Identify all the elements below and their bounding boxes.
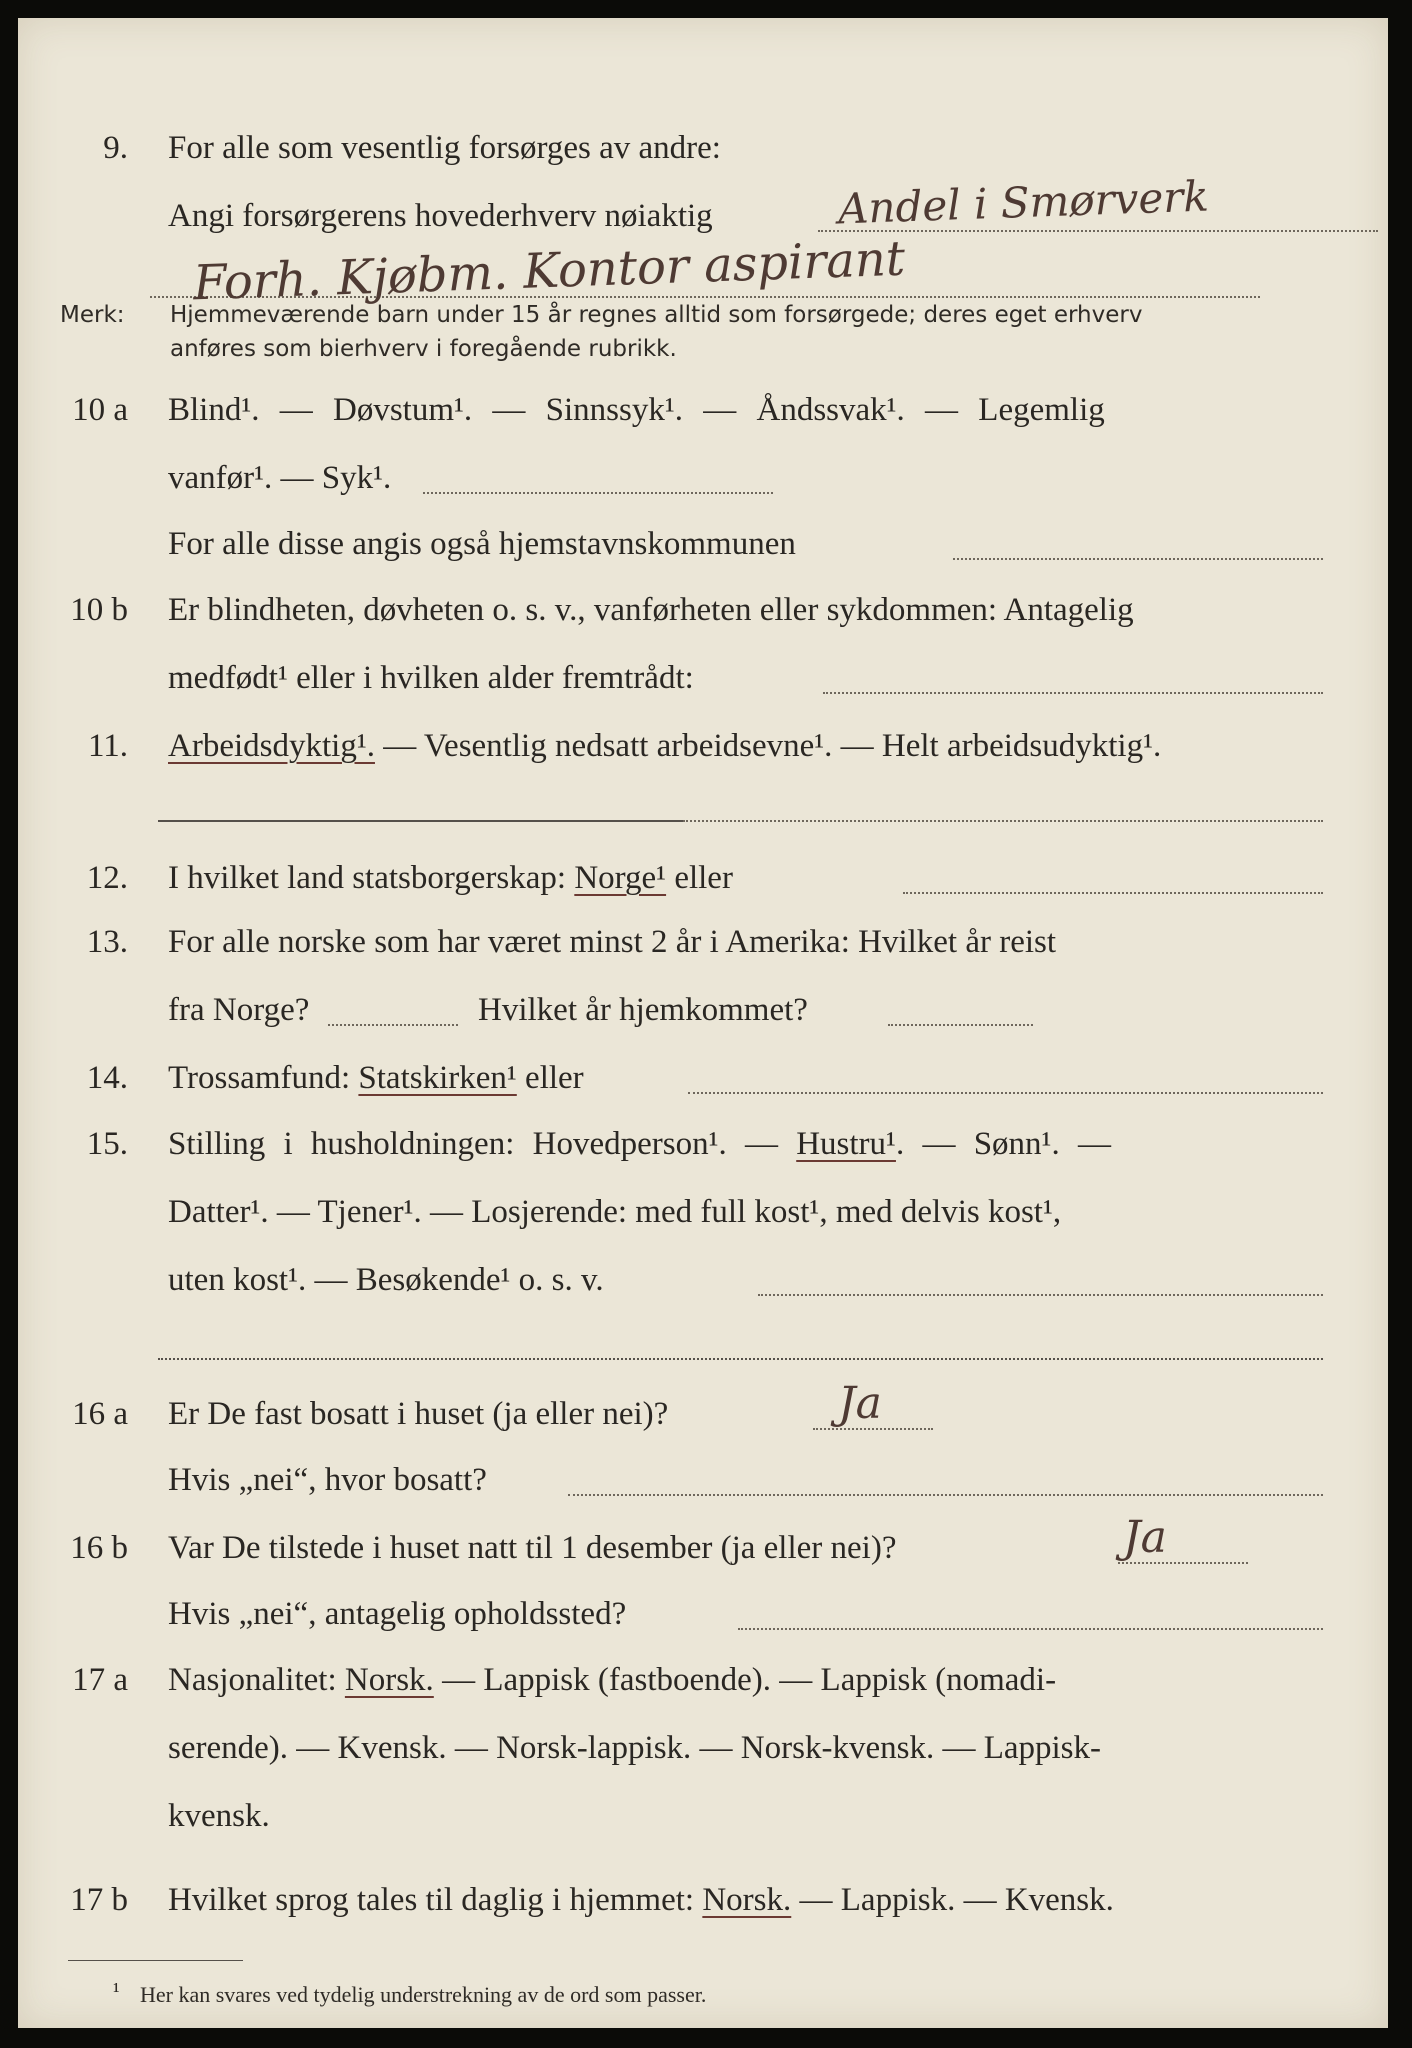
item-number: 10 a bbox=[72, 392, 128, 428]
item-text bbox=[168, 1882, 1114, 1919]
answer-line[interactable] bbox=[903, 892, 1323, 894]
item-number: 9. bbox=[103, 130, 128, 166]
underlined-answer: Norsk. bbox=[702, 1882, 792, 1918]
note-label: Merk: bbox=[60, 302, 125, 328]
item-number: 12. bbox=[86, 860, 128, 896]
item-text-part: . — Sønn¹. — bbox=[895, 1126, 1111, 1162]
item-number: 13. bbox=[86, 924, 128, 960]
answer-line[interactable] bbox=[758, 1294, 1323, 1296]
answer-line[interactable] bbox=[888, 1024, 1033, 1026]
item-text: For alle som vesentlig forsørges av andre: bbox=[168, 130, 721, 166]
item-text-part: Stilling i husholdningen: Hovedperson¹. — bbox=[168, 1126, 778, 1162]
handwritten-answer: Ja bbox=[838, 1378, 882, 1429]
item-text bbox=[168, 1126, 1111, 1163]
item-text: Var De tilstede i huset natt til 1 desember (ja eller nei)? bbox=[168, 1530, 897, 1566]
item-text-rest: — Vesentlig nedsatt arbeidsevne¹. — Helt arbeidsudyktig¹. bbox=[383, 728, 1162, 764]
answer-line[interactable] bbox=[158, 1358, 1323, 1360]
item-text: Datter¹. — Tjener¹. — Losjerende: med full kost¹, med delvis kost¹, bbox=[168, 1194, 1062, 1230]
item-number: 16 a bbox=[72, 1396, 128, 1432]
item-text-part: Nasjonalitet: bbox=[168, 1662, 337, 1698]
note-text: Hjemmeværende barn under 15 år regnes alltid som forsørgede; deres eget erhverv bbox=[170, 302, 1143, 328]
underlined-answer: Arbeidsdyktig¹. bbox=[168, 728, 375, 764]
handwritten-answer: Forh. Kjøbm. Kontor aspirant bbox=[192, 230, 906, 312]
item-number: 14. bbox=[86, 1060, 128, 1096]
scan-border bbox=[0, 0, 1412, 18]
item-text-part: — Lappisk. — Kvensk. bbox=[799, 1882, 1114, 1918]
underlined-answer: Hustru¹ bbox=[796, 1126, 896, 1162]
item-text: Er blindheten, døvheten o. s. v., vanførheten eller sykdommen: Antagelig bbox=[168, 592, 1134, 628]
note-text: anføres som bierhverv i foregående rubrikk. bbox=[170, 336, 677, 362]
item-text-part: Hvilket sprog tales til daglig i hjemmet: bbox=[168, 1882, 695, 1918]
item-number: 17 a bbox=[72, 1662, 128, 1698]
item-text: Blind¹. — Døvstum¹. — Sinnssyk¹. — Åndssvak¹. — Legemlig bbox=[168, 392, 1105, 428]
answer-line[interactable] bbox=[158, 820, 683, 822]
item-text-part: I hvilket land statsborgerskap: bbox=[168, 860, 567, 896]
item-text: For alle disse angis også hjemstavnskommunen bbox=[168, 526, 796, 562]
item-text bbox=[168, 1662, 1056, 1699]
answer-line[interactable] bbox=[688, 1092, 1323, 1094]
answer-line[interactable] bbox=[953, 558, 1323, 560]
item-number: 16 b bbox=[70, 1530, 128, 1566]
item-text: Hvis „nei“, hvor bosatt? bbox=[168, 1462, 487, 1498]
answer-line[interactable] bbox=[738, 1628, 1323, 1630]
item-text bbox=[168, 860, 733, 897]
answer-line[interactable] bbox=[823, 692, 1323, 694]
item-text: Er De fast bosatt i huset (ja eller nei)? bbox=[168, 1396, 669, 1432]
item-number: 15. bbox=[86, 1126, 128, 1162]
footnote-marker: ¹ bbox=[113, 1978, 120, 2003]
item-text-part: — Lappisk (fastboende). — Lappisk (nomadi- bbox=[442, 1662, 1057, 1698]
item-text: For alle norske som har været minst 2 år i Amerika: Hvilket år reist bbox=[168, 924, 1057, 960]
underlined-answer: Norsk. bbox=[344, 1662, 434, 1698]
underlined-answer: Norge¹ bbox=[574, 860, 667, 896]
item-text-part: eller bbox=[525, 1060, 584, 1096]
item-number: 17 b bbox=[70, 1882, 128, 1918]
census-form-page bbox=[18, 18, 1388, 2028]
item-text: uten kost¹. — Besøkende¹ o. s. v. bbox=[168, 1262, 604, 1298]
item-text: medfødt¹ eller i hvilken alder fremtrådt: bbox=[168, 660, 694, 696]
item-text-part: eller bbox=[674, 860, 733, 896]
item-text: serende). — Kvensk. — Norsk-lappisk. — Norsk-kvensk. — Lappisk- bbox=[168, 1730, 1102, 1766]
footnote-text: Her kan svares ved tydelig understrekning av de ord som passer. bbox=[140, 1982, 707, 2007]
item-number: 11. bbox=[87, 728, 128, 764]
item-text: Angi forsørgerens hovederhverv nøiaktig bbox=[168, 198, 713, 234]
item-text: kvensk. bbox=[168, 1798, 270, 1834]
item-text: vanfør¹. — Syk¹. bbox=[168, 460, 392, 496]
answer-line[interactable] bbox=[423, 492, 773, 494]
item-text: fra Norge? bbox=[168, 992, 310, 1028]
item-text-part: Trossamfund: bbox=[168, 1060, 351, 1096]
answer-line[interactable] bbox=[328, 1024, 458, 1026]
answer-line[interactable] bbox=[683, 820, 1323, 822]
item-text: Hvis „nei“, antagelig opholdssted? bbox=[168, 1596, 627, 1632]
answer-line[interactable] bbox=[568, 1494, 1323, 1496]
item-text: Hvilket år hjemkommet? bbox=[478, 992, 808, 1028]
underlined-answer: Statskirken¹ bbox=[358, 1060, 517, 1096]
handwritten-answer: Andel i Smørverk bbox=[837, 171, 1210, 234]
footnote-divider bbox=[68, 1960, 243, 1961]
item-text bbox=[168, 1060, 584, 1097]
item-number: 10 b bbox=[70, 592, 128, 628]
item-text bbox=[168, 728, 1161, 765]
handwritten-answer: Ja bbox=[1123, 1512, 1167, 1563]
